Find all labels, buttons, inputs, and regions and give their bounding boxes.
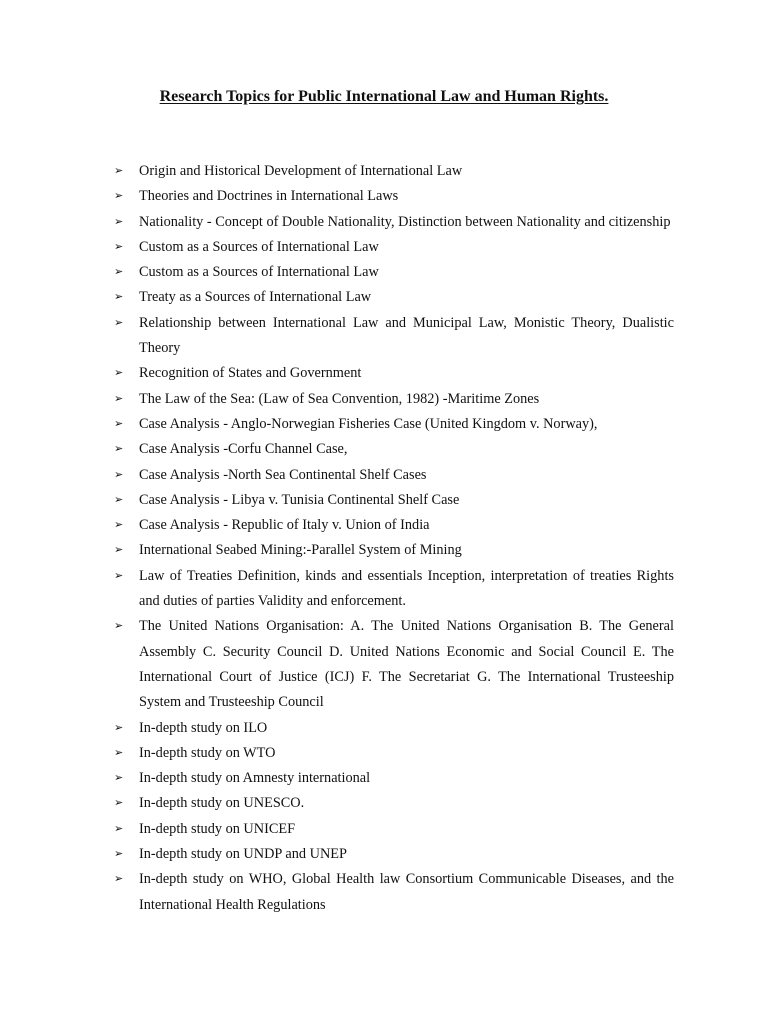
arrow-bullet-icon: ➢: [114, 873, 124, 886]
topic-text: Case Analysis - Republic of Italy v. Union of India: [139, 517, 430, 534]
document-title: Research Topics for Public International Law and Human Rights.: [159, 88, 609, 105]
arrow-bullet-icon: ➢: [114, 721, 124, 734]
list-item: [114, 488, 674, 513]
arrow-bullet-icon: ➢: [114, 367, 124, 380]
arrow-bullet-icon: ➢: [114, 240, 124, 253]
topic-text: Nationality - Concept of Double Nationality, Distinction between Nationality and citizenship: [139, 213, 671, 230]
topic-text: In-depth study on ILO: [139, 719, 268, 736]
arrow-bullet-icon: ➢: [114, 797, 124, 810]
topic-text: In-depth study on UNESCO.: [139, 795, 305, 812]
list-item: [114, 412, 674, 437]
list-item: [114, 184, 674, 209]
list-item: [114, 614, 674, 715]
list-item: [114, 437, 674, 462]
list-item: [114, 260, 674, 285]
arrow-bullet-icon: ➢: [114, 746, 124, 759]
topic-text: Origin and Historical Development of International Law: [139, 163, 463, 179]
topic-text: In-depth study on Amnesty international: [139, 770, 371, 787]
topic-text: The United Nations Organisation: A. The United Nations Organisation B. The General Assembly C. Security Council D. United Nations Economic and Social Council E. The International Court of Justice (ICJ) F. The Secretariat G. The International Trusteeship System and Trusteeship Council: [139, 618, 674, 711]
topic-text: Custom as a Sources of International Law: [139, 238, 379, 255]
list-item: [114, 387, 674, 412]
arrow-bullet-icon: ➢: [114, 316, 124, 329]
arrow-bullet-icon: ➢: [114, 544, 124, 557]
list-item: [114, 741, 674, 766]
list-item: [114, 210, 674, 235]
topic-text: In-depth study on WHO, Global Health law Consortium Communicable Diseases, and the International Health Regulations: [139, 871, 674, 913]
arrow-bullet-icon: ➢: [114, 772, 124, 785]
topic-text: The Law of the Sea: (Law of Sea Convention, 1982) -Maritime Zones: [139, 390, 540, 407]
topic-text: Recognition of States and Government: [139, 365, 362, 382]
list-item: [114, 564, 674, 615]
arrow-bullet-icon: ➢: [114, 165, 124, 177]
arrow-bullet-icon: ➢: [114, 468, 124, 481]
arrow-bullet-icon: ➢: [114, 848, 124, 861]
topic-text: Case Analysis - Anglo-Norwegian Fisheries Case (United Kingdom v. Norway),: [139, 415, 598, 432]
arrow-bullet-icon: ➢: [114, 291, 124, 304]
topic-text: Case Analysis -Corfu Channel Case,: [139, 441, 348, 458]
list-item: [114, 867, 674, 918]
list-item: [114, 513, 674, 538]
topic-text: In-depth study on UNDP and UNEP: [139, 846, 347, 863]
list-item: [114, 842, 674, 867]
topic-text: Relationship between International Law and Municipal Law, Monistic Theory, Dualistic Theory: [139, 314, 674, 357]
list-item: [114, 766, 674, 791]
arrow-bullet-icon: ➢: [114, 215, 124, 228]
arrow-bullet-icon: ➢: [114, 417, 124, 430]
arrow-bullet-icon: ➢: [114, 443, 124, 456]
topic-text: Case Analysis - Libya v. Tunisia Continental Shelf Case: [139, 491, 460, 508]
arrow-bullet-icon: ➢: [114, 569, 124, 582]
topic-text: In-depth study on WTO: [139, 744, 276, 761]
list-item: [114, 716, 674, 741]
list-item: [114, 235, 674, 260]
topic-text: Theories and Doctrines in International Laws: [139, 188, 399, 205]
arrow-bullet-icon: ➢: [114, 392, 124, 405]
topic-text: Law of Treaties Definition, kinds and essentials Inception, interpretation of treaties Rights and duties of parties Validity and enforcement.: [139, 567, 674, 610]
arrow-bullet-icon: ➢: [114, 620, 124, 633]
list-item: [114, 361, 674, 386]
arrow-bullet-icon: ➢: [114, 493, 124, 506]
topic-text: Custom as a Sources of International Law: [139, 264, 379, 281]
list-item: [114, 159, 674, 184]
arrow-bullet-icon: ➢: [114, 190, 124, 203]
list-item: [114, 285, 674, 310]
topic-text: Treaty as a Sources of International Law: [139, 289, 372, 306]
list-item: [114, 791, 674, 816]
topic-text: International Seabed Mining:-Parallel System of Mining: [139, 542, 462, 559]
topic-text: Case Analysis -North Sea Continental Shelf Cases: [139, 466, 427, 483]
topic-list: [114, 159, 674, 918]
list-item: [114, 538, 674, 563]
list-item: [114, 817, 674, 842]
arrow-bullet-icon: ➢: [114, 822, 124, 835]
list-item: [114, 311, 674, 362]
arrow-bullet-icon: ➢: [114, 519, 124, 532]
arrow-bullet-icon: ➢: [114, 266, 124, 279]
list-item: [114, 463, 674, 488]
topic-text: In-depth study on UNICEF: [139, 820, 296, 837]
